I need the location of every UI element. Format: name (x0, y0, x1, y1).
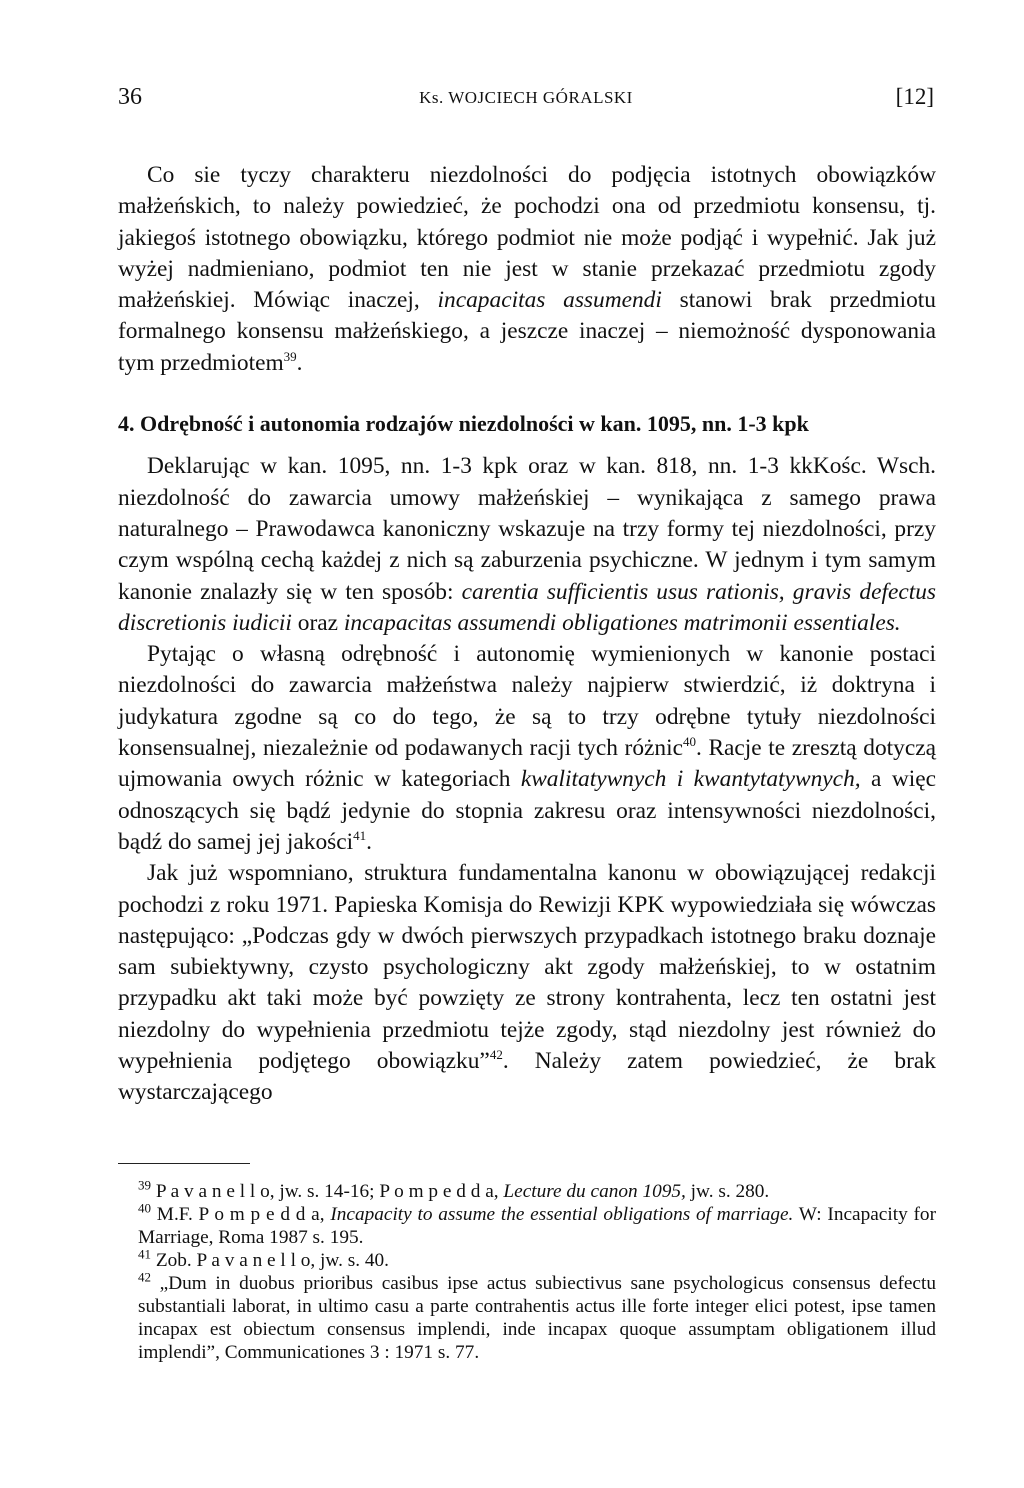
footnote-ref[interactable]: 40 (683, 734, 696, 750)
cited-author: P a v a n e l l o, (196, 1250, 316, 1271)
section-number: [12] (895, 84, 934, 109)
section-heading: 4. Odrębność i autonomia rodzajów niezdolności w kan. 1095, nn. 1-3 kpk (118, 411, 809, 437)
cited-title: Incapacity to assume the essential obligations of marriage. (330, 1204, 794, 1225)
text-run: „Dum in duobus prioribus casibus ipse actus subiectivus sane psychologicus consensus defectu substantiali laborat, in ultimo casu a parte contrahentis actus ille forte integer elici potest, ipse tamen incapax est obiectum consensus implendi, inde incapax quoque assumptam obligationem illud implendi”, Communicationes 3 : 1971 s. 77. (138, 1273, 936, 1363)
text-run: a więc odnoszących się bądź jedynie do stopnia zakresu oraz intensywności niezdolności, bądź do samej jej jakości (118, 766, 936, 855)
text-run: W: Incapacity for Marriage, Roma 1987 s. 195. (138, 1204, 936, 1248)
footnote-number: 42 (138, 1269, 151, 1285)
footnote-number: 40 (138, 1200, 151, 1216)
italic-term: carentia sufficientis usus rationis, gravis defectus discretionis iudicii (118, 578, 937, 636)
text-run: stanowi brak przedmiotu formalnego konsensu małżeńskiego, a jeszcze inaczej – niemożność dysponowania tym przedmiotem (118, 287, 936, 376)
footnote-ref[interactable]: 42 (489, 1047, 503, 1063)
footnote-ref[interactable]: 41 (353, 828, 367, 844)
text-run: Deklarując w kan. 1095, nn. 1-3 kpk oraz w kan. 818, nn. 1-3 kkKośc. Wsch. niezdolność do zawarcia umowy małżeńskiej – wynikająca z samego prawa naturalnego – Prawodawca kanoniczny wskazuje na trzy formy tej niezdolności, przy czym wspólną cechą każdej z nich są zaburzenia psychiczne. W jednym i tym samym kanonie znalazły się w ten sposób: (118, 453, 936, 605)
footnote-divider (118, 1163, 250, 1164)
text-run: . (366, 828, 372, 855)
paragraph-1 (118, 160, 936, 379)
cited-author: P o m p e d d a, (379, 1181, 499, 1202)
footnote-40 (118, 1200, 936, 1249)
footnote-41 (118, 1246, 936, 1272)
paragraph-2 (118, 451, 936, 639)
footnote-39 (118, 1177, 936, 1203)
text-run: . Racje te zresztą dotyczą ujmowania owych różnic w kategoriach (118, 735, 937, 793)
page-number: 36 (118, 84, 142, 110)
main-text (118, 160, 936, 1109)
footnote-ref[interactable]: 39 (283, 348, 297, 364)
footnotes (118, 1177, 936, 1364)
text-run: Jak już wspomniano, struktura fundamentalna kanonu w obowiązującej redakcji pochodzi z roku 1971. Papieska Komisja do Rewizji KPK wypowiedziała się wówczas następująco: „Podczas gdy w dwóch pierwszych przypadkach istotnego braku doznaje sam subiektywny, czysto psychologiczny akt zgody małżeńskiej, to w ostatnim przypadku akt taki może być powzięty ze strony kontrahenta, lecz ten ostatni jest niezdolny do wypełnienia przedmiotu tejże zgody, stąd niezdolny jest również do wypełnienia podjętego obowiązku” (118, 860, 936, 1075)
text-run: Co sie tyczy charakteru niezdolności do podjęcia istotnych obowiązków małżeńskich, to należy powiedzieć, że pochodzi ona od przedmiotu konsensu, tj. jakiegoś istotnego obowiązku, którego podmiot nie może podjąć i wypełnić. Jak już wyżej nadmieniano, podmiot ten nie jest w stanie przekazać przedmiotu zgody małżeńskiej. Mówiąc inaczej, (118, 162, 936, 314)
text-run: M.F. (156, 1204, 199, 1225)
paragraph-3 (118, 639, 936, 858)
paragraph-4 (118, 858, 936, 1108)
text-run: Zob. (155, 1250, 197, 1271)
text-run: . (296, 349, 303, 376)
footnote-number: 41 (138, 1246, 151, 1262)
text-run: oraz (291, 609, 344, 636)
cited-author: P o m p e d d a, (198, 1204, 325, 1225)
italic-term: incapacitas assumendi obligationes matrimonii essentiales. (343, 609, 901, 636)
text-run: Pytając o własną odrębność i autonomię wymienionych w kanonie postaci niezdolności do zawarcia małżeństwa należy najpierw stwierdzić, iż doktryna i judykatura zgodne są co do tego, że są to trzy odrębne tytuły niezdolności konsensualnej, niezależnie od podawanych racji tych różnic (118, 641, 936, 762)
italic-term: incapacitas assumendi (437, 287, 662, 314)
text-run: . Należy zatem powiedzieć, że brak wystarczającego (118, 1048, 936, 1106)
running-author: Ks. WOJCIECH GÓRALSKI (419, 88, 633, 107)
text-run: jw. s. 14-16; (274, 1181, 380, 1202)
footnote-42 (118, 1269, 936, 1364)
italic-term: kwalitatywnych i kwantytatywnych, (520, 766, 861, 793)
footnote-number: 39 (138, 1177, 151, 1193)
text-run: jw. s. 40. (315, 1250, 389, 1271)
cited-author: P a v a n e l l o, (155, 1181, 275, 1202)
text-run: jw. s. 280. (685, 1181, 770, 1202)
running-header (118, 84, 934, 116)
cited-title: Lecture du canon 1095, (503, 1181, 686, 1202)
